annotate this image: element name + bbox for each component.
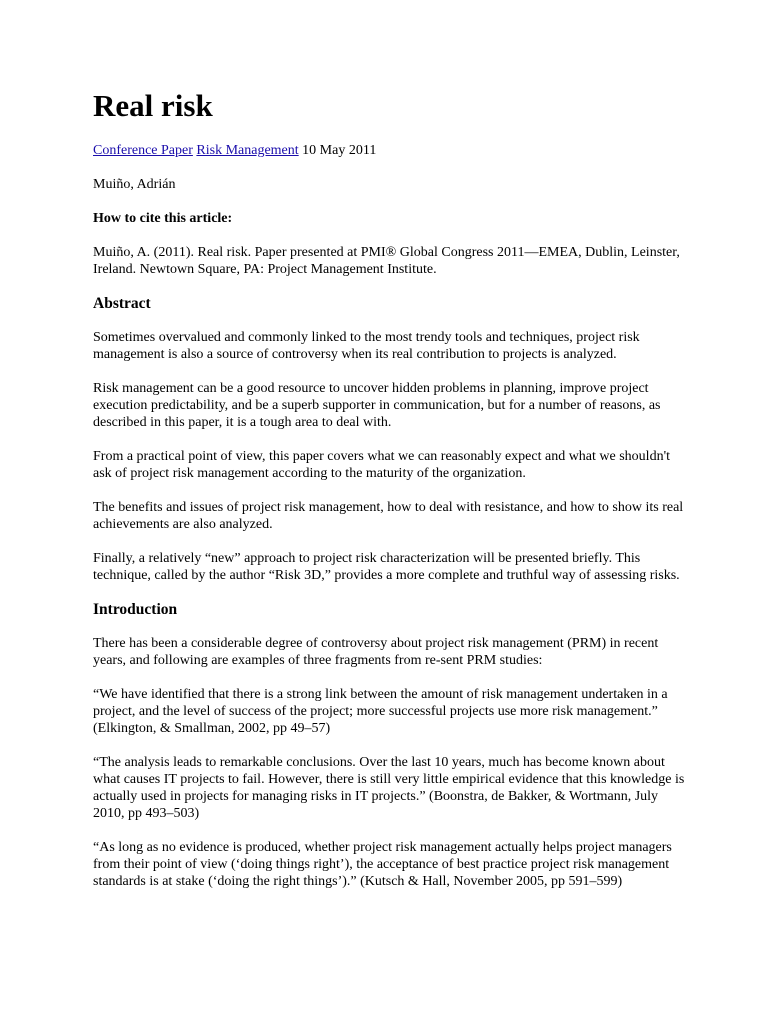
introduction-paragraph: There has been a considerable degree of controversy about project risk management (PRM) in recent years, and following are examples of three fragments from re-sent PRM studies:: [93, 636, 659, 668]
citation-text: Muiño, A. (2011). Real risk. Paper presented at PMI® Global Congress 2011—EMEA, Dublin, Leinster, Ireland. Newtown Square, PA: Project Management Institute.: [93, 245, 680, 277]
category-link-risk-management[interactable]: Risk Management: [196, 143, 299, 158]
cite-label: How to cite this article:: [93, 211, 233, 226]
introduction-quote: “We have identified that there is a strong link between the amount of risk management undertaken in a project, and the level of success of the project; more successful projects use more risk management.” (Elkington, & Smallman, 2002, pp 49–57): [93, 687, 668, 736]
abstract-paragraph: Risk management can be a good resource to uncover hidden problems in planning, improve project execution predictability, and be a superb supporter in communication, but for a number of reasons, as described in this paper, it is a tough area to deal with.: [93, 381, 661, 430]
introduction-quote: “As long as no evidence is produced, whether project risk management actually helps project managers from their point of view (‘doing things right’), the acceptance of best practice project risk management standards is at stake (‘doing the right things’).” (Kutsch & Hall, November 2005, pp 591–599): [93, 840, 672, 889]
article-meta: [93, 142, 688, 159]
abstract-paragraph: Sometimes overvalued and commonly linked to the most trendy tools and techniques, project risk management is also a source of controversy when its real contribution to projects is analyzed.: [93, 330, 640, 362]
author-name: Muiño, Adrián: [93, 177, 176, 192]
page-title: Real risk: [93, 88, 213, 123]
abstract-paragraph: From a practical point of view, this paper covers what we can reasonably expect and what we shouldn't ask of project risk management according to the maturity of the organization.: [93, 449, 670, 481]
category-link-conference-paper[interactable]: Conference Paper: [93, 143, 193, 158]
introduction-heading: Introduction: [93, 601, 178, 618]
abstract-paragraph: The benefits and issues of project risk management, how to deal with resistance, and how to show its real achievements are also analyzed.: [93, 500, 684, 532]
abstract-heading: Abstract: [93, 295, 151, 312]
abstract-paragraph: Finally, a relatively “new” approach to project risk characterization will be presented briefly. This technique, called by the author “Risk 3D,” provides a more complete and truthful way of assessing risks.: [93, 551, 680, 583]
introduction-quote: “The analysis leads to remarkable conclusions. Over the last 10 years, much has become known about what causes IT projects to fail. However, there is still very little empirical evidence that this knowledge is actually used in projects for managing risks in IT projects.” (Boonstra, de Bakker, & Wortmann, July 2010, pp 493–503): [93, 755, 685, 821]
publish-date: 10 May 2011: [302, 143, 377, 158]
